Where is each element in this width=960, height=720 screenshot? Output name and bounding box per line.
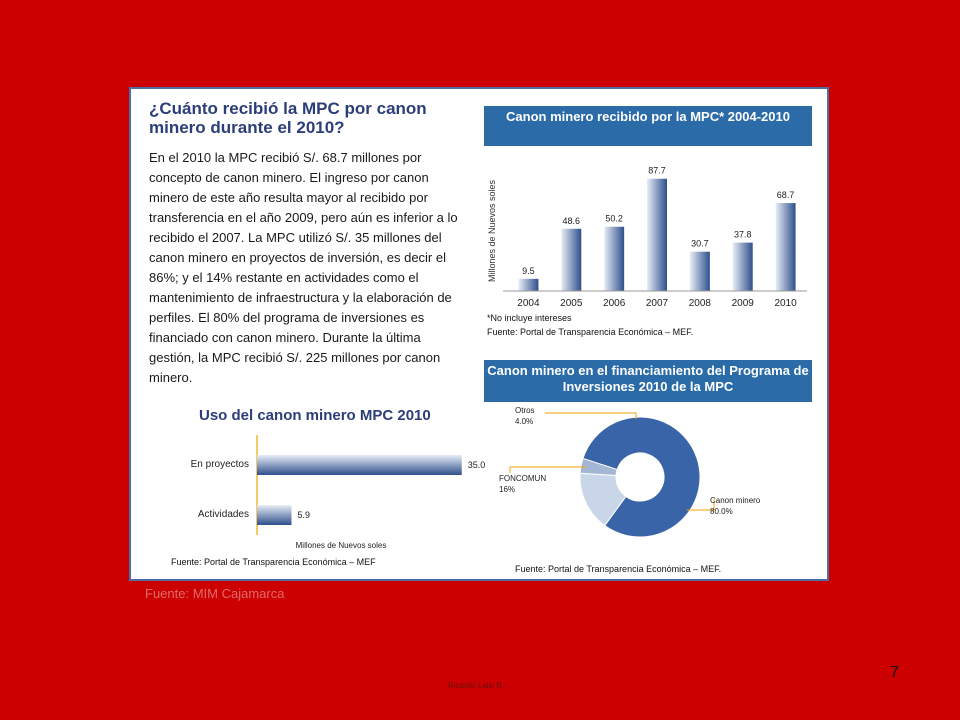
x-tick-label: 2004 <box>517 298 540 309</box>
x-tick-label: 2006 <box>603 298 626 309</box>
donut-chart-title: Canon minero en el financiamiento del Programa de Inversiones 2010 de la MPC <box>484 360 812 402</box>
bar-value-label: 30.7 <box>691 238 709 249</box>
bar-value-label: 48.6 <box>562 215 581 226</box>
bar <box>561 229 581 291</box>
category-label: En proyectos <box>190 459 249 470</box>
footer-credit: Fuente: MIM Cajamarca <box>145 586 285 601</box>
bar-value-label: 9.5 <box>522 265 535 276</box>
leader-line <box>545 413 636 419</box>
hbar-chart <box>171 417 486 577</box>
category-label: Actividades <box>197 509 249 520</box>
bar <box>604 227 624 291</box>
bar-chart <box>485 151 815 346</box>
hbar-chart-title: Uso del canon minero MPC 2010 <box>199 407 431 424</box>
bar <box>257 455 462 475</box>
bar-chart-source: Fuente: Portal de Transparencia Económica – MEF. <box>487 327 694 337</box>
slice-label: FONCOMUN <box>499 474 547 483</box>
bar-value-label: 68.7 <box>776 190 795 201</box>
leader-line <box>510 467 586 473</box>
donut-chart <box>485 407 815 577</box>
x-axis-label: Millones de Nuevos soles <box>295 541 387 550</box>
donut-source: Fuente: Portal de Transparencia Económica – MEF. <box>515 564 722 574</box>
bar <box>518 279 538 291</box>
slice-label: Canon minero <box>710 496 761 505</box>
slice-value-label: 16% <box>499 485 516 494</box>
x-tick-label: 2010 <box>774 298 797 309</box>
bar-value-label: 37.8 <box>733 229 752 240</box>
slice-value-label: 4.0% <box>515 417 534 426</box>
bar <box>776 203 796 291</box>
infographic-panel <box>129 87 829 581</box>
bar <box>647 179 667 291</box>
article-title: ¿Cuánto recibió la MPC por canon minero durante el 2010? <box>149 99 427 137</box>
x-tick-label: 2007 <box>645 298 669 309</box>
x-tick-label: 2008 <box>688 298 711 309</box>
hbar-source: Fuente: Portal de Transparencia Económica – MEF <box>171 557 376 567</box>
author-credit: Ricardo Lalsi B. <box>448 681 505 690</box>
article-body: En el 2010 la MPC recibió S/. 68.7 millones por concepto de canon minero. El ingreso por canon minero de este año resulta mayor al recibido por transferencia en el año 2009, pero aún es inferior a lo recibido el 2007. La MPC utilizó S/. 35 millones del canon minero en proyectos de inversión, es decir el 86%; y el 14% restante en actividades como el mantenimiento de infraestructura y la elaboración de perfiles. El 80% del programa de inversiones es financiado con canon minero. Durante la última gestión, la MPC recibió S/. 225 millones por canon minero. <box>149 150 458 385</box>
bar <box>257 505 292 525</box>
bar-value-label: 50.2 <box>605 213 623 224</box>
x-tick-label: 2009 <box>731 298 754 309</box>
page-number: 7 <box>890 664 899 681</box>
bar-value-label: 35.0 <box>467 460 486 470</box>
slice-value-label: 80.0% <box>710 507 733 516</box>
bar-value-label: 87.7 <box>648 165 666 176</box>
bar <box>733 243 753 291</box>
bar-chart-note: *No incluye intereses <box>487 313 572 323</box>
bar <box>690 252 710 291</box>
y-axis-label: Millones de Nuevos soles <box>487 179 497 283</box>
slice-label: Otros <box>515 406 535 415</box>
bar-chart-title: Canon minero recibido por la MPC* 2004-2010 <box>484 106 812 146</box>
bar-value-label: 5.9 <box>297 510 311 520</box>
x-tick-label: 2005 <box>560 298 583 309</box>
